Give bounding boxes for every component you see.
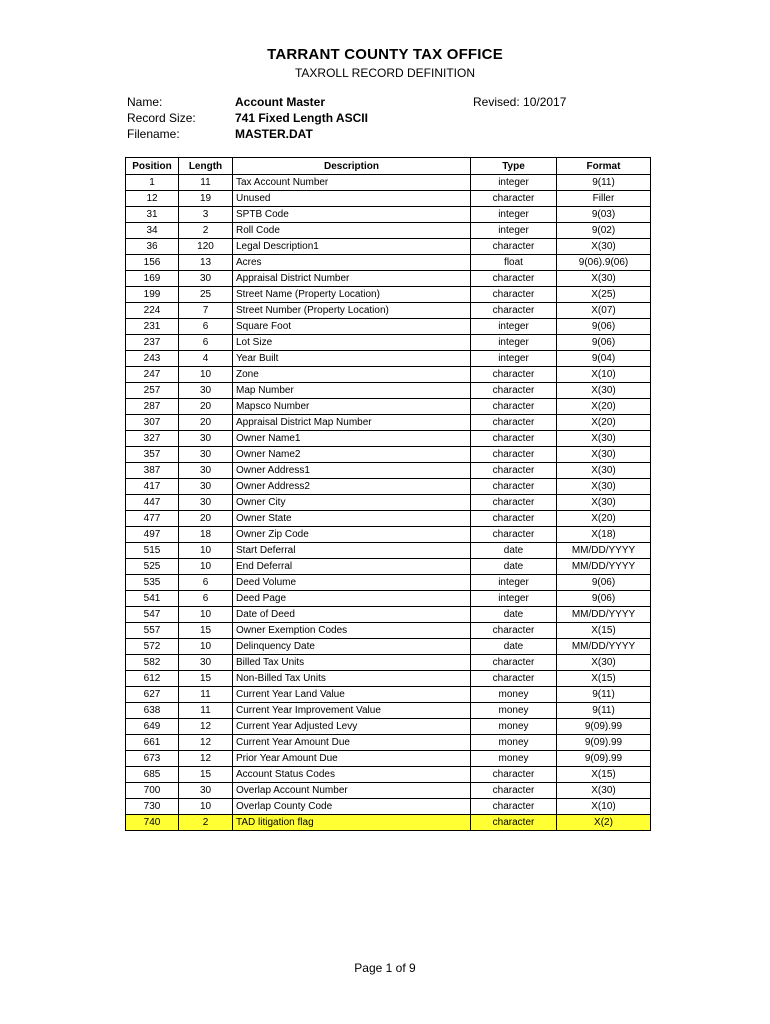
cell-position: 237 <box>126 335 179 351</box>
cell-length: 4 <box>179 351 233 367</box>
table-row <box>126 735 651 751</box>
cell-length: 6 <box>179 575 233 591</box>
cell-format: X(30) <box>557 783 651 799</box>
cell-position: 535 <box>126 575 179 591</box>
cell-type: date <box>471 543 557 559</box>
cell-type: character <box>471 303 557 319</box>
cell-format: X(10) <box>557 367 651 383</box>
cell-type: character <box>471 783 557 799</box>
cell-type: float <box>471 255 557 271</box>
cell-description: Owner City <box>233 495 471 511</box>
cell-description: Year Built <box>233 351 471 367</box>
cell-description: Start Deferral <box>233 543 471 559</box>
cell-description: Legal Description1 <box>233 239 471 255</box>
cell-format: X(15) <box>557 623 651 639</box>
cell-type: character <box>471 527 557 543</box>
cell-length: 10 <box>179 799 233 815</box>
cell-length: 2 <box>179 815 233 831</box>
cell-length: 18 <box>179 527 233 543</box>
page-number: Page 1 of 9 <box>354 961 416 975</box>
cell-format: X(30) <box>557 447 651 463</box>
cell-position: 357 <box>126 447 179 463</box>
cell-description: Lot Size <box>233 335 471 351</box>
cell-length: 10 <box>179 367 233 383</box>
column-header-length: Length <box>179 158 233 175</box>
cell-format: X(2) <box>557 815 651 831</box>
column-header-description: Description <box>233 158 471 175</box>
table-row <box>126 287 651 303</box>
cell-description: Owner Exemption Codes <box>233 623 471 639</box>
cell-description: Deed Volume <box>233 575 471 591</box>
cell-format: 9(04) <box>557 351 651 367</box>
cell-type: character <box>471 799 557 815</box>
cell-format: 9(06) <box>557 319 651 335</box>
cell-length: 13 <box>179 255 233 271</box>
table-row <box>126 719 651 735</box>
cell-format: 9(11) <box>557 703 651 719</box>
cell-position: 36 <box>126 239 179 255</box>
cell-description: Acres <box>233 255 471 271</box>
cell-position: 525 <box>126 559 179 575</box>
cell-type: character <box>471 495 557 511</box>
table-row <box>126 543 651 559</box>
cell-position: 1 <box>126 175 179 191</box>
cell-format: X(20) <box>557 415 651 431</box>
cell-type: money <box>471 735 557 751</box>
cell-format: X(10) <box>557 799 651 815</box>
cell-description: Owner Name2 <box>233 447 471 463</box>
cell-type: character <box>471 367 557 383</box>
table-row <box>126 383 651 399</box>
cell-format: 9(09).99 <box>557 719 651 735</box>
cell-format: 9(06).9(06) <box>557 255 651 271</box>
cell-length: 15 <box>179 623 233 639</box>
table-row <box>126 239 651 255</box>
cell-position: 477 <box>126 511 179 527</box>
table-row <box>126 751 651 767</box>
cell-format: Filler <box>557 191 651 207</box>
cell-type: integer <box>471 223 557 239</box>
cell-position: 627 <box>126 687 179 703</box>
document-subtitle: TAXROLL RECORD DEFINITION <box>294 66 476 80</box>
table-row <box>126 575 651 591</box>
table-row <box>126 479 651 495</box>
cell-description: Mapsco Number <box>233 399 471 415</box>
cell-position: 572 <box>126 639 179 655</box>
cell-type: character <box>471 191 557 207</box>
cell-length: 10 <box>179 639 233 655</box>
cell-length: 11 <box>179 175 233 191</box>
table-row <box>126 527 651 543</box>
table-row <box>126 495 651 511</box>
cell-position: 649 <box>126 719 179 735</box>
cell-description: TAD litigation flag <box>233 815 471 831</box>
cell-type: character <box>471 671 557 687</box>
cell-type: integer <box>471 335 557 351</box>
table-row <box>126 703 651 719</box>
cell-description: Non-Billed Tax Units <box>233 671 471 687</box>
cell-position: 199 <box>126 287 179 303</box>
cell-description: Date of Deed <box>233 607 471 623</box>
cell-description: Roll Code <box>233 223 471 239</box>
table-row <box>126 815 651 831</box>
cell-position: 497 <box>126 527 179 543</box>
table-row <box>126 591 651 607</box>
cell-format: X(30) <box>557 383 651 399</box>
record-meta-values <box>235 94 368 142</box>
table-body <box>126 175 651 831</box>
table-row <box>126 799 651 815</box>
table-header-row <box>126 158 651 175</box>
cell-position: 612 <box>126 671 179 687</box>
document-title: TARRANT COUNTY TAX OFFICE <box>267 46 503 63</box>
cell-type: character <box>471 287 557 303</box>
cell-format: X(30) <box>557 463 651 479</box>
column-header-position: Position <box>126 158 179 175</box>
table-row <box>126 399 651 415</box>
cell-length: 30 <box>179 479 233 495</box>
cell-format: 9(06) <box>557 591 651 607</box>
cell-description: Tax Account Number <box>233 175 471 191</box>
table-row <box>126 559 651 575</box>
table-row <box>126 207 651 223</box>
cell-length: 120 <box>179 239 233 255</box>
cell-length: 2 <box>179 223 233 239</box>
cell-format: 9(11) <box>557 175 651 191</box>
cell-length: 12 <box>179 751 233 767</box>
cell-description: Current Year Land Value <box>233 687 471 703</box>
cell-description: Current Year Amount Due <box>233 735 471 751</box>
cell-length: 30 <box>179 447 233 463</box>
cell-format: MM/DD/YYYY <box>557 607 651 623</box>
cell-format: MM/DD/YYYY <box>557 639 651 655</box>
name-label: Name: <box>127 95 163 109</box>
cell-type: date <box>471 559 557 575</box>
cell-description: Owner Address2 <box>233 479 471 495</box>
cell-description: Street Number (Property Location) <box>233 303 471 319</box>
table-row <box>126 223 651 239</box>
cell-length: 20 <box>179 511 233 527</box>
cell-position: 740 <box>126 815 179 831</box>
cell-position: 541 <box>126 591 179 607</box>
record-size-label: Record Size: <box>127 111 196 125</box>
cell-format: X(30) <box>557 271 651 287</box>
table-row <box>126 271 651 287</box>
cell-position: 447 <box>126 495 179 511</box>
table-row <box>126 191 651 207</box>
cell-length: 6 <box>179 591 233 607</box>
cell-type: character <box>471 767 557 783</box>
cell-length: 30 <box>179 271 233 287</box>
cell-type: date <box>471 639 557 655</box>
cell-format: X(15) <box>557 671 651 687</box>
table-row <box>126 303 651 319</box>
cell-position: 700 <box>126 783 179 799</box>
cell-format: 9(09).99 <box>557 751 651 767</box>
record-definition-table <box>125 157 651 831</box>
cell-position: 730 <box>126 799 179 815</box>
cell-format: X(25) <box>557 287 651 303</box>
cell-description: Square Foot <box>233 319 471 335</box>
table-row <box>126 463 651 479</box>
cell-position: 169 <box>126 271 179 287</box>
cell-length: 10 <box>179 543 233 559</box>
cell-position: 247 <box>126 367 179 383</box>
cell-type: money <box>471 751 557 767</box>
cell-position: 243 <box>126 351 179 367</box>
record-meta-labels <box>127 94 196 142</box>
revised-date: Revised: 10/2017 <box>473 95 567 109</box>
cell-position: 257 <box>126 383 179 399</box>
cell-length: 19 <box>179 191 233 207</box>
cell-type: character <box>471 463 557 479</box>
cell-length: 15 <box>179 767 233 783</box>
cell-type: character <box>471 815 557 831</box>
name-value: Account Master <box>235 95 326 109</box>
table-row <box>126 335 651 351</box>
cell-position: 287 <box>126 399 179 415</box>
cell-position: 582 <box>126 655 179 671</box>
cell-description: Owner Address1 <box>233 463 471 479</box>
cell-length: 11 <box>179 703 233 719</box>
cell-length: 30 <box>179 431 233 447</box>
cell-description: Unused <box>233 191 471 207</box>
table-row <box>126 607 651 623</box>
table-row <box>126 783 651 799</box>
cell-length: 30 <box>179 463 233 479</box>
filename-label: Filename: <box>127 127 180 141</box>
cell-format: X(15) <box>557 767 651 783</box>
table-row <box>126 623 651 639</box>
record-size-value: 741 Fixed Length ASCII <box>235 111 368 125</box>
cell-format: X(07) <box>557 303 651 319</box>
cell-position: 12 <box>126 191 179 207</box>
cell-format: MM/DD/YYYY <box>557 543 651 559</box>
cell-position: 515 <box>126 543 179 559</box>
cell-position: 327 <box>126 431 179 447</box>
cell-format: X(30) <box>557 239 651 255</box>
cell-length: 10 <box>179 607 233 623</box>
cell-description: Current Year Adjusted Levy <box>233 719 471 735</box>
cell-format: X(20) <box>557 399 651 415</box>
cell-length: 6 <box>179 335 233 351</box>
cell-position: 638 <box>126 703 179 719</box>
cell-type: character <box>471 239 557 255</box>
filename-value: MASTER.DAT <box>235 127 313 141</box>
cell-type: character <box>471 447 557 463</box>
cell-position: 224 <box>126 303 179 319</box>
table-row <box>126 511 651 527</box>
cell-position: 557 <box>126 623 179 639</box>
cell-type: character <box>471 399 557 415</box>
cell-position: 31 <box>126 207 179 223</box>
cell-length: 15 <box>179 671 233 687</box>
cell-type: money <box>471 719 557 735</box>
cell-length: 6 <box>179 319 233 335</box>
cell-description: Appraisal District Number <box>233 271 471 287</box>
cell-type: character <box>471 511 557 527</box>
table-row <box>126 351 651 367</box>
cell-length: 30 <box>179 655 233 671</box>
cell-length: 12 <box>179 719 233 735</box>
table-row <box>126 767 651 783</box>
cell-position: 685 <box>126 767 179 783</box>
cell-length: 11 <box>179 687 233 703</box>
cell-type: character <box>471 623 557 639</box>
cell-length: 12 <box>179 735 233 751</box>
table-row <box>126 255 651 271</box>
cell-type: character <box>471 271 557 287</box>
cell-type: integer <box>471 319 557 335</box>
cell-description: Account Status Codes <box>233 767 471 783</box>
cell-type: character <box>471 431 557 447</box>
cell-description: End Deferral <box>233 559 471 575</box>
cell-type: character <box>471 655 557 671</box>
table-row <box>126 447 651 463</box>
cell-description: Owner State <box>233 511 471 527</box>
table-row <box>126 319 651 335</box>
cell-format: 9(03) <box>557 207 651 223</box>
cell-format: 9(09).99 <box>557 735 651 751</box>
cell-type: character <box>471 415 557 431</box>
cell-type: character <box>471 479 557 495</box>
cell-length: 30 <box>179 783 233 799</box>
cell-position: 661 <box>126 735 179 751</box>
cell-description: Map Number <box>233 383 471 399</box>
table-row <box>126 671 651 687</box>
cell-format: 9(02) <box>557 223 651 239</box>
cell-position: 673 <box>126 751 179 767</box>
cell-length: 20 <box>179 415 233 431</box>
table-row <box>126 687 651 703</box>
cell-position: 417 <box>126 479 179 495</box>
table-row <box>126 655 651 671</box>
cell-type: integer <box>471 575 557 591</box>
cell-format: X(30) <box>557 431 651 447</box>
column-header-format: Format <box>557 158 651 175</box>
cell-position: 231 <box>126 319 179 335</box>
cell-description: Owner Name1 <box>233 431 471 447</box>
cell-description: Zone <box>233 367 471 383</box>
cell-position: 307 <box>126 415 179 431</box>
cell-position: 156 <box>126 255 179 271</box>
cell-description: Deed Page <box>233 591 471 607</box>
cell-format: 9(06) <box>557 575 651 591</box>
cell-format: MM/DD/YYYY <box>557 559 651 575</box>
cell-type: integer <box>471 207 557 223</box>
cell-description: Overlap County Code <box>233 799 471 815</box>
table-row <box>126 431 651 447</box>
table-row <box>126 367 651 383</box>
cell-format: 9(11) <box>557 687 651 703</box>
cell-position: 387 <box>126 463 179 479</box>
cell-description: Street Name (Property Location) <box>233 287 471 303</box>
cell-type: date <box>471 607 557 623</box>
cell-description: Owner Zip Code <box>233 527 471 543</box>
cell-length: 7 <box>179 303 233 319</box>
cell-type: character <box>471 383 557 399</box>
table-row <box>126 639 651 655</box>
table-row <box>126 175 651 191</box>
column-header-type: Type <box>471 158 557 175</box>
cell-position: 547 <box>126 607 179 623</box>
cell-format: X(18) <box>557 527 651 543</box>
cell-length: 3 <box>179 207 233 223</box>
cell-format: X(20) <box>557 511 651 527</box>
cell-length: 30 <box>179 495 233 511</box>
table-row <box>126 415 651 431</box>
cell-description: Appraisal District Map Number <box>233 415 471 431</box>
cell-format: X(30) <box>557 495 651 511</box>
cell-type: integer <box>471 351 557 367</box>
cell-description: Billed Tax Units <box>233 655 471 671</box>
cell-format: X(30) <box>557 479 651 495</box>
cell-description: Delinquency Date <box>233 639 471 655</box>
cell-type: integer <box>471 175 557 191</box>
cell-description: SPTB Code <box>233 207 471 223</box>
cell-description: Current Year Improvement Value <box>233 703 471 719</box>
cell-length: 30 <box>179 383 233 399</box>
cell-format: 9(06) <box>557 335 651 351</box>
cell-type: money <box>471 703 557 719</box>
cell-length: 25 <box>179 287 233 303</box>
cell-length: 20 <box>179 399 233 415</box>
cell-format: X(30) <box>557 655 651 671</box>
cell-description: Overlap Account Number <box>233 783 471 799</box>
cell-length: 10 <box>179 559 233 575</box>
cell-type: money <box>471 687 557 703</box>
cell-description: Prior Year Amount Due <box>233 751 471 767</box>
cell-position: 34 <box>126 223 179 239</box>
cell-type: integer <box>471 591 557 607</box>
